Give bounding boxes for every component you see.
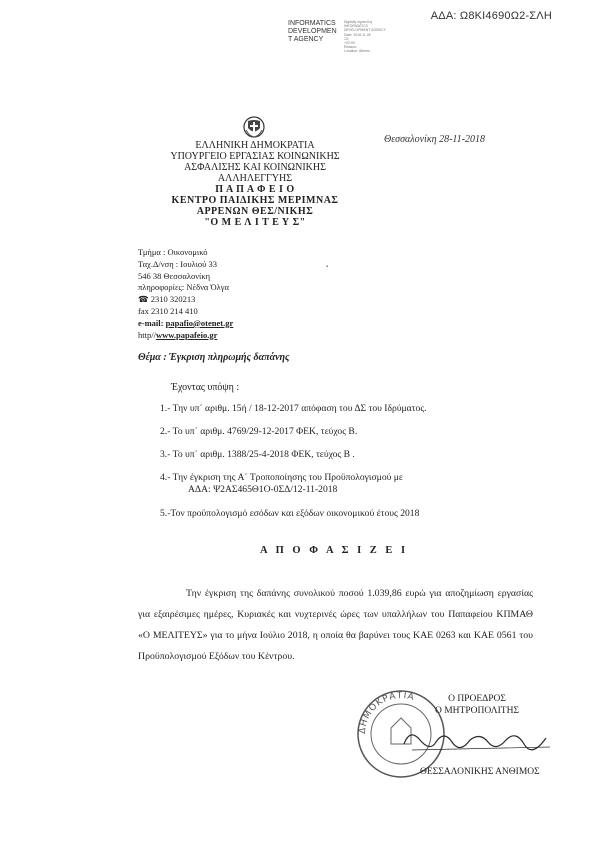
- contact-address: Ταχ.Δ/νση : Ιουλιού 33: [138, 258, 217, 269]
- reference-item: 1.- Την υπ΄ αριθμ. 15ή / 18-12-2017 απόφαση του ΔΣ του Ιδρύματος.: [160, 403, 427, 414]
- header-center-2: ΑΡΡΕΝΩΝ ΘΕΣ/ΝΙΚΗΣ: [196, 206, 314, 217]
- reference-item: 4.- Την έγκριση της Α΄ Τροποποίησης του Προϋπολογισμού με: [160, 472, 403, 483]
- reference-item: 3.- Το υπ΄ αριθμ. 1388/25-4-2018 ΦΕΚ, τεύχος Β .: [160, 449, 355, 460]
- web-label: http//: [138, 329, 156, 340]
- decision-paragraph: Την έγκριση της δαπάνης συνολικού ποσού 1.039,86 ευρώ για αποζημίωση εργασίας για εξαιρέσιμες ημέρες, Κυριακές και νυχτερινές ώρες των υπαλλήλων του Παπαφείου ΚΠΜΑΘ «Ο ΜΕΛΙΤΕΥΣ» για το μήνα Ιούλιο 2018, η οποία θα βαρύνει τους ΚΑΕ 0263 και ΚΑΕ 0561 του Προϋπολογισμού Εξόδων του Κέντρου.: [138, 588, 533, 662]
- signer-name: ΘΕΣΣΑΛΟΝΙΚΗΣ ΑΝΘΙΜΟΣ: [420, 767, 540, 777]
- contact-fax: fax 2310 214 410: [138, 305, 198, 316]
- header-center: ΚΕΝΤΡΟ ΠΑΙΔΙΚΗΣ ΜΕΡΙΜΝΑΣ: [171, 195, 339, 206]
- decision-body: [138, 583, 533, 667]
- signer-title-2: Ο ΜΗΤΡΟΠΟΛΙΤΗΣ: [434, 706, 519, 716]
- decides-heading: Α Π Ο Φ Α Σ Ι Ζ Ε Ι: [260, 545, 409, 556]
- contact-department: Τμήμα : Οικονομικό: [138, 247, 208, 257]
- signer-title: Ο ΠΡΟΕΔΡΟΣ: [448, 694, 506, 704]
- email-link[interactable]: papafio@otenet.gr: [165, 317, 234, 328]
- header-ministry-2: ΑΣΦΑΛΙΣΗΣ ΚΑΙ ΚΟΙΝΩΝΙΚΗΣ: [184, 162, 326, 173]
- contact-info: πληροφορίες: Νέδνα Όλγα: [138, 282, 229, 293]
- subject-line: Θέμα : Έγκριση πληρωμής δαπάνης: [138, 352, 290, 363]
- having-regard: Έχοντας υπόψη :: [171, 382, 240, 393]
- reference-ada: ΑΔΑ: Ψ2ΑΣ465Θ1Ο-0ΣΔ/12-11-2018: [188, 484, 338, 495]
- contact-email-row: [138, 318, 233, 330]
- header-ministry-3: ΑΛΛΗΛΕΓΓΥΗΣ: [217, 173, 293, 184]
- seal-text: ΔΗΜΟΚΡΑΤΙΑ: [357, 690, 416, 735]
- contact-web-row: [138, 330, 233, 342]
- reference-item: 2.- Το υπ΄ αριθμ. 4769/29-12-2017 ΦΕΚ, τεύχος Β.: [160, 426, 358, 437]
- greek-emblem-icon: [243, 116, 265, 138]
- letterhead: [120, 140, 390, 228]
- signature-block: [412, 693, 542, 717]
- contact-block: [138, 247, 233, 341]
- agency-stamp: INFORMATICS DEVELOPMEN T AGENCY: [288, 20, 337, 43]
- digital-signature-text: Digitally signed by INFORMATICS DEVELOPMENT AGENCY Date: 2018.11.28 13: +02:00 Reason: Location: Athens: [344, 20, 386, 54]
- contact-phone: ☎ 2310 320213: [138, 294, 196, 305]
- header-ministry: ΥΠΟΥΡΓΕΙΟ ΕΡΓΑΣΙΑΣ ΚΟΙΝΩΝΙΚΗΣ: [170, 151, 340, 162]
- scan-mark: ▪: [326, 264, 329, 270]
- web-link[interactable]: www.papafeio.gr: [155, 329, 218, 340]
- email-label: e-mail:: [138, 317, 164, 328]
- reference-item: 5.-Τον προϋπολογισμό εσόδων και εξόδων οικονομικού έτους 2018: [160, 508, 420, 519]
- ada-code: ΑΔΑ: Ω8ΚΙ4690Ω2-ΣΛΗ: [430, 10, 552, 22]
- references-list: [160, 403, 427, 520]
- header-name: "Ο Μ Ε Λ Ι Τ Ε Υ Σ": [204, 217, 306, 228]
- document-date: Θεσσαλονίκη 28-11-2018: [384, 134, 486, 145]
- contact-postal: 546 38 Θεσσαλονίκη: [138, 270, 211, 281]
- header-republic: ΕΛΛΗΝΙΚΗ ΔΗΜΟΚΡΑΤΙΑ: [195, 140, 315, 151]
- handwritten-signature-icon: [400, 720, 555, 760]
- header-institution: Π Α Π Α Φ Ε Ι Ο: [215, 184, 295, 195]
